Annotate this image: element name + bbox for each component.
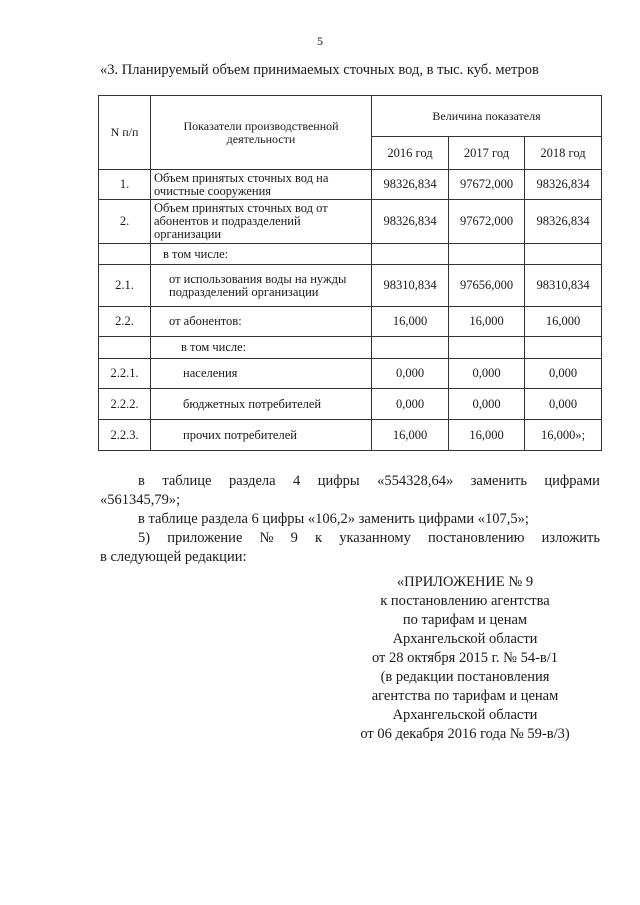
row-number	[99, 244, 151, 265]
row-number: 2.2.	[99, 307, 151, 337]
paragraph-section-6: в таблице раздела 6 цифры «106,2» заменить цифрами «107,5»;	[138, 511, 529, 527]
row-value-2017: 97656,000	[449, 265, 525, 307]
paragraph-line	[100, 472, 600, 491]
row-value-2016: 0,000	[372, 359, 449, 389]
row-indicator: населения	[151, 359, 372, 389]
header-year-2016: 2016 год	[372, 137, 449, 170]
row-value-2018: 16,000»;	[525, 420, 602, 451]
word: постановлению	[427, 530, 525, 546]
row-number	[99, 337, 151, 359]
paragraph-section-4	[100, 472, 600, 510]
row-value-2016: 98326,834	[372, 200, 449, 244]
row-number: 2.1.	[99, 265, 151, 307]
row-value-2018: 98326,834	[525, 170, 602, 200]
header-value-group: Величина показателя	[372, 96, 602, 137]
table-row	[99, 389, 602, 420]
row-value-2017: 16,000	[449, 307, 525, 337]
table-row	[99, 244, 602, 265]
appendix-line: (в редакции постановления	[380, 669, 550, 685]
word: указанному	[339, 530, 411, 546]
row-indicator: прочих потребителей	[151, 420, 372, 451]
row-value-2018	[525, 337, 602, 359]
row-indicator: от использования воды на нужды подразделений организации	[151, 265, 372, 307]
word: заменить	[470, 473, 527, 489]
row-value-2016: 0,000	[372, 389, 449, 420]
header-year-2017: 2017 год	[449, 137, 525, 170]
word: №	[259, 530, 274, 546]
row-value-2017: 0,000	[449, 389, 525, 420]
row-indicator: Объем принятых сточных вод от абонентов и подразделений организации	[151, 200, 372, 244]
row-value-2016: 98326,834	[372, 170, 449, 200]
header-number: N п/п	[99, 96, 151, 170]
table-row	[99, 359, 602, 389]
row-value-2017	[449, 337, 525, 359]
appendix-line: от 28 октября 2015 г. № 54-в/1	[371, 650, 559, 666]
word: 4	[293, 473, 301, 489]
word: к	[315, 530, 323, 546]
row-value-2016	[372, 337, 449, 359]
appendix-block	[335, 573, 595, 744]
word: 9	[290, 530, 298, 546]
table-row	[99, 337, 602, 359]
row-value-2017: 97672,000	[449, 200, 525, 244]
paragraph-appendix-change	[100, 529, 600, 567]
appendix-line: Архангельской области	[392, 707, 538, 723]
row-value-2018: 98310,834	[525, 265, 602, 307]
paragraph-line: «561345,79»;	[100, 492, 181, 508]
word: 5)	[138, 530, 151, 546]
word: таблице	[162, 473, 212, 489]
row-number: 2.	[99, 200, 151, 244]
appendix-line: «ПРИЛОЖЕНИЕ № 9	[396, 574, 534, 590]
table-row	[99, 170, 602, 200]
row-number: 2.2.3.	[99, 420, 151, 451]
paragraph-line: в следующей редакции:	[100, 549, 247, 565]
row-indicator: в том числе:	[151, 244, 372, 265]
table-row	[99, 200, 602, 244]
word: цифрами	[544, 473, 600, 489]
word: «554328,64»	[377, 473, 454, 489]
wastewater-volume-table	[98, 95, 602, 451]
header-indicator: Показатели производственной деятельности	[151, 96, 372, 170]
word: изложить	[541, 530, 600, 546]
word: в	[138, 473, 145, 489]
row-value-2018: 0,000	[525, 389, 602, 420]
row-value-2018: 16,000	[525, 307, 602, 337]
row-number: 2.2.2.	[99, 389, 151, 420]
row-value-2018: 98326,834	[525, 200, 602, 244]
appendix-line: по тарифам и ценам	[402, 612, 528, 628]
word: цифры	[317, 473, 360, 489]
row-value-2016: 16,000	[372, 307, 449, 337]
table-row	[99, 307, 602, 337]
row-indicator: от абонентов:	[151, 307, 372, 337]
row-value-2017	[449, 244, 525, 265]
header-year-2018: 2018 год	[525, 137, 602, 170]
row-value-2016: 16,000	[372, 420, 449, 451]
appendix-line: агентства по тарифам и ценам	[371, 688, 559, 704]
row-indicator: бюджетных потребителей	[151, 389, 372, 420]
row-value-2016	[372, 244, 449, 265]
paragraph-line	[100, 529, 600, 548]
appendix-line: к постановлению агентства	[380, 593, 550, 609]
row-value-2017: 0,000	[449, 359, 525, 389]
section-heading: «3. Планируемый объем принимаемых сточных вод, в тыс. куб. метров	[100, 62, 539, 78]
row-indicator: Объем принятых сточных вод на очистные сооружения	[151, 170, 372, 200]
row-value-2016: 98310,834	[372, 265, 449, 307]
appendix-line: от 06 декабря 2016 года № 59-в/3)	[360, 726, 570, 742]
row-number: 1.	[99, 170, 151, 200]
appendix-line: Архангельской области	[392, 631, 538, 647]
row-indicator: в том числе:	[151, 337, 372, 359]
table-row	[99, 265, 602, 307]
row-value-2017: 97672,000	[449, 170, 525, 200]
word: раздела	[228, 473, 276, 489]
page-number: 5	[317, 34, 323, 48]
row-value-2018: 0,000	[525, 359, 602, 389]
table-row	[99, 420, 602, 451]
row-number: 2.2.1.	[99, 359, 151, 389]
row-value-2018	[525, 244, 602, 265]
word: приложение	[167, 530, 243, 546]
row-value-2017: 16,000	[449, 420, 525, 451]
